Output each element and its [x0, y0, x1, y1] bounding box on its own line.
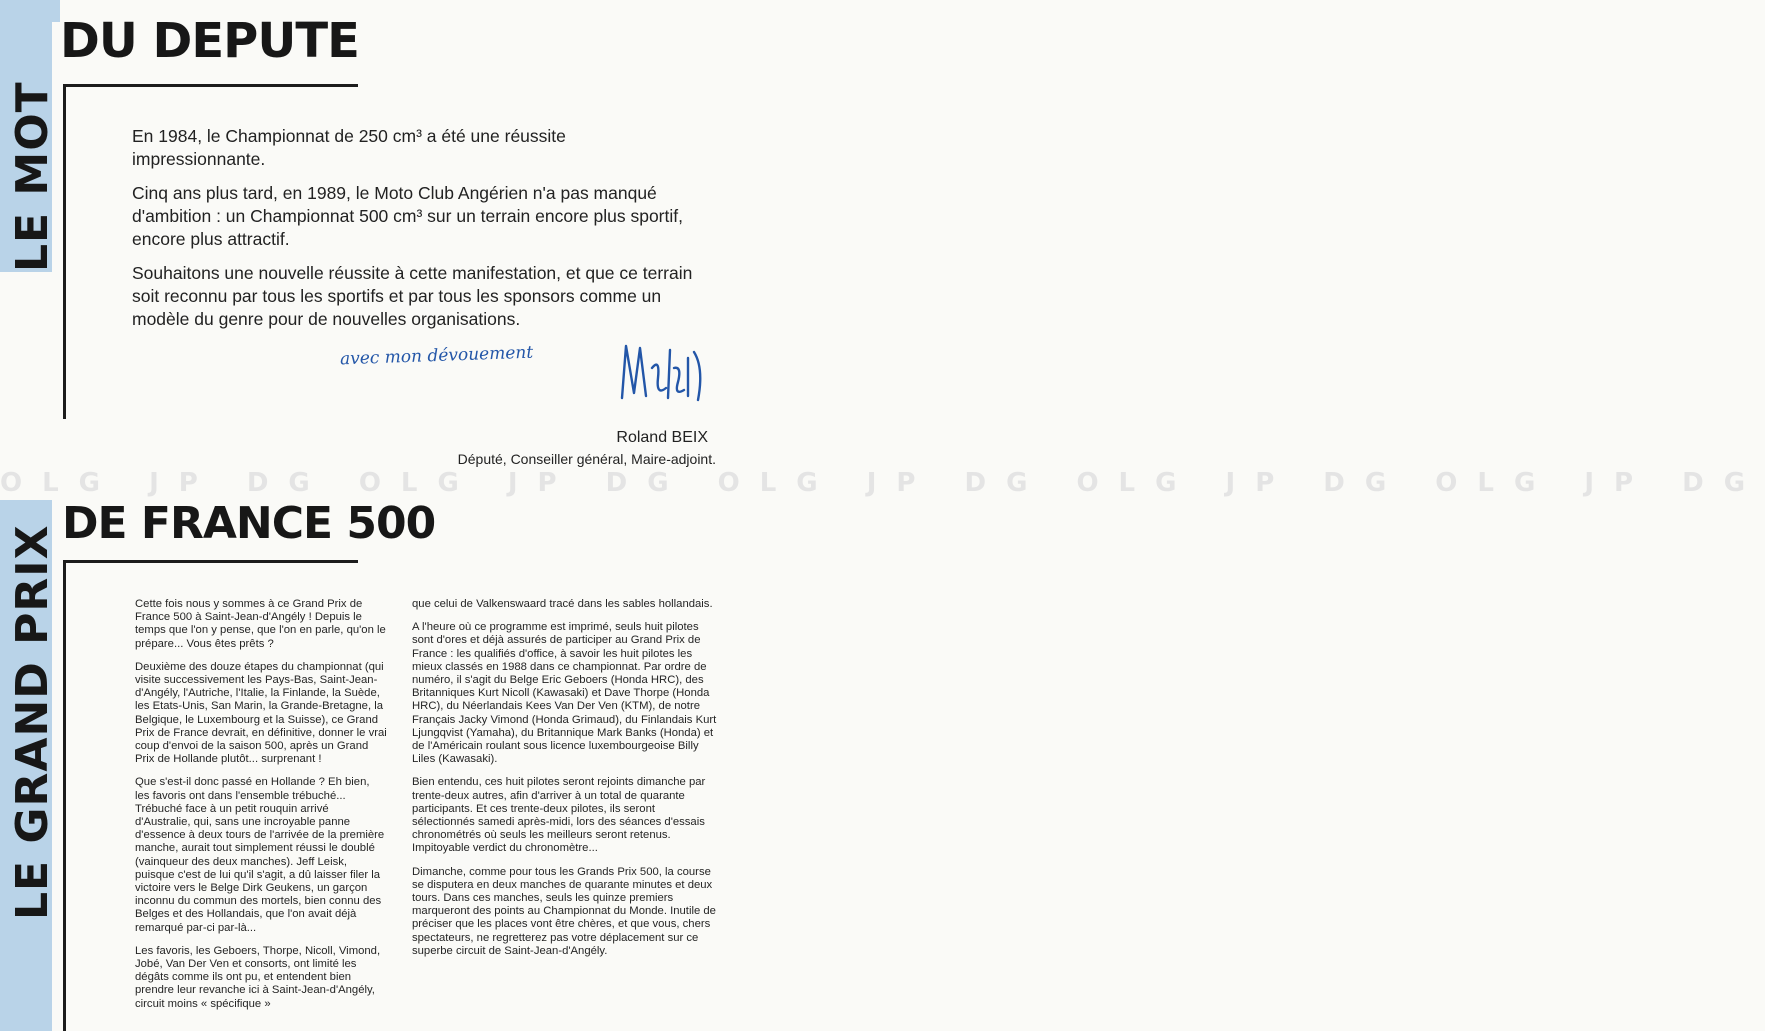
- article-paragraph: que celui de Valkenswaard tracé dans les sables hollandais.: [412, 598, 713, 610]
- article-column-left: [135, 598, 387, 1021]
- author-title: Député, Conseiller général, Maire-adjoint.: [457, 451, 716, 467]
- article-paragraph: Dimanche, comme pour tous les Grands Prix 500, la course se disputera en deux manches de quarante minutes et deux tours. Dans ces manches, seuls les quinze premiers marqueront des points au Championnat du Monde. Inutile de préciser que les places vont être chères, et que vous, chers spectateurs, ne regretterez pas votre déplacement sur ce superbe circuit de Saint-Jean-d'Angély.: [412, 865, 716, 957]
- blue-band-top-horizontal: [0, 0, 60, 22]
- signature: [612, 338, 710, 410]
- section2-rule-horizontal: [63, 560, 358, 563]
- section2-title: DE FRANCE 500: [62, 498, 436, 549]
- article-column-right: [412, 598, 720, 968]
- intro-paragraph: Cinq ans plus tard, en 1989, le Moto Club Angérien n'a pas manqué d'ambition : un Championnat 500 cm³ sur un terrain encore plus sportif, encore plus attractif.: [132, 183, 683, 249]
- section1-rule-horizontal: [63, 84, 358, 87]
- author-name: Roland BEIX: [616, 429, 708, 446]
- intro-paragraph: Souhaitons une nouvelle réussite à cette manifestation, et que ce terrain soit reconnu par tous les sportifs et par tous les sponsors comme un modèle du genre pour de nouvelles organisations.: [132, 263, 693, 329]
- intro-text: [132, 125, 702, 342]
- article-paragraph: Les favoris, les Geboers, Thorpe, Nicoll, Vimond, Jobé, Van Der Ven et consorts, ont limité les dégâts comme ils ont pu, et entendent bien prendre leur revanche ici à Saint-Jean-d'Angély, circuit moins « spécifique »: [135, 944, 381, 1010]
- section2-rule-vertical: [63, 560, 66, 1031]
- article-paragraph: A l'heure où ce programme est imprimé, seuls huit pilotes sont d'ores et déjà assurés de participer au Grand Prix de France : les qualifiés d'office, à savoir les huit pilotes les mieux classés en 1988 dans ce championnat. Par ordre de numéro, il s'agit du Belge Eric Geboers (Honda HRC), des Britanniques Kurt Nicoll (Kawasaki) et Dave Thorpe (Honda HRC), du Néerlandais Kees Van Der Ven (KTM), de notre Français Jacky Vimond (Honda Grimaud), du Finlandais Kurt Ljungqvist (Yamaha), du Britannique Mark Banks (Honda) et de l'Américain roulant sous licence luxembourgeoise Billy Liles (Kawasaki).: [412, 621, 717, 766]
- section1-rule-vertical: [63, 84, 66, 419]
- article-paragraph: Que s'est-il donc passé en Hollande ? Eh bien, les favoris ont dans l'ensemble trébuché... Trébuché face à un petit rouquin arrivé d'Australie, qui, sans une incroyable panne d'essence à deux tours de l'arrivée de la première manche, aurait tout simplement réussi le doublé (vainqueur des deux manches). Jeff Leisk, puisque c'est de lui qu'il s'agit, a dû laisser filer la victoire vers le Belge Dirk Geukens, un garçon inconnu du commun des mortels, bien connu des Belges et des Hollandais, que l'on avait déjà remarqué par-ci par-là...: [135, 776, 385, 934]
- section1-vertical-title: LE MOT: [7, 81, 58, 272]
- article-paragraph: Cette fois nous y sommes à ce Grand Prix de France 500 à Saint-Jean-d'Angély ! Depuis le temps que l'on y pense, que l'on en parle, qu'on le prépare... Vous êtes prêts ?: [135, 598, 386, 650]
- article-paragraph: Deuxième des douze étapes du championnat (qui visite successivement les Pays-Bas, Saint-Jean-d'Angély, l'Autriche, l'Italie, la Finlande, la Suède, les Etats-Unis, San Marin, la Grande-Bretagne, la Belgique, le Luxembourg et la Suisse), ce Grand Prix de France devrait, en définitive, donner le vrai coup d'envoi de la saison 500, après un Grand Prix de Hollande plutôt... surprenant !: [135, 660, 387, 766]
- section2-vertical-title: LE GRAND PRIX: [7, 524, 58, 920]
- handwritten-dedication: avec mon dévouement: [339, 342, 534, 370]
- article-paragraph: Bien entendu, ces huit pilotes seront rejoints dimanche par trente-deux autres, afin d'arriver à un total de quarante participants. Et ces trente-deux pilotes, ils seront sélectionnés samedi après-midi, lors des séances d'essais chronométrés où seuls les meilleurs seront retenus. Impitoyable verdict du chronomètre...: [412, 776, 706, 855]
- section1-title: DU DEPUTE: [60, 13, 359, 69]
- intro-paragraph: En 1984, le Championnat de 250 cm³ a été une réussite impressionnante.: [132, 126, 566, 169]
- watermark: OLG JP DG OLG JP DG OLG JP DG OLG JP DG OLG JP DG: [0, 468, 1765, 498]
